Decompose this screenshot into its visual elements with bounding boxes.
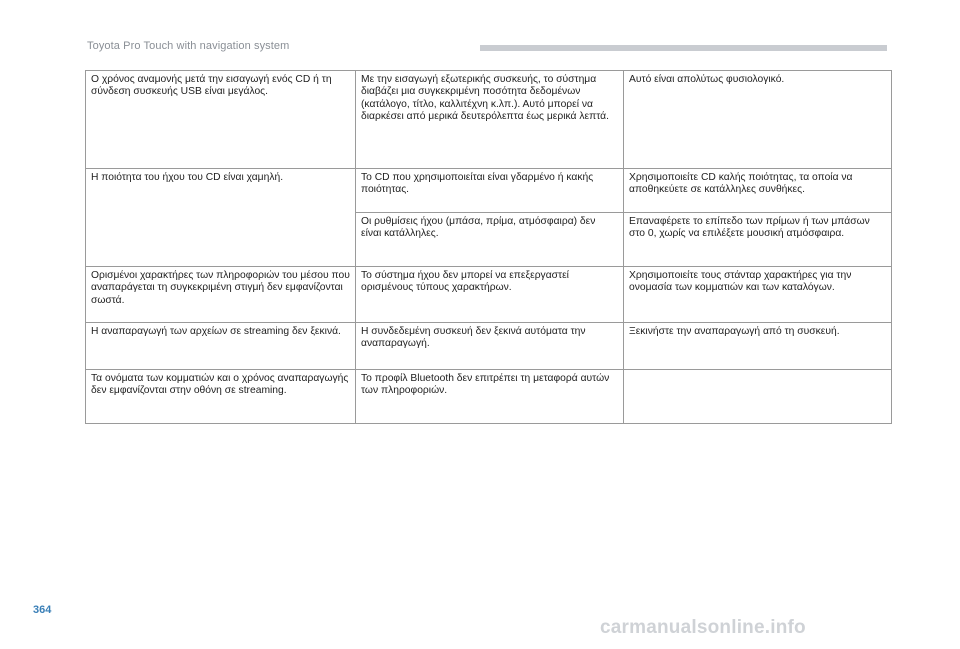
table-row [86, 370, 892, 424]
solution-cell: Χρησιμοποιείτε CD καλής ποιότητας, τα οποία να αποθηκεύετε σε κατάλληλες συνθήκες. [624, 169, 892, 213]
cause-cell: Οι ρυθμίσεις ήχου (μπάσα, πρίμα, ατμόσφαιρα) δεν είναι κατάλληλες. [356, 213, 624, 267]
cause-cell: Το προφίλ Bluetooth δεν επιτρέπει τη μεταφορά αυτών των πληροφοριών. [356, 370, 624, 424]
watermark: carmanualsonline.info [600, 617, 806, 638]
table-row [86, 169, 892, 213]
table-row [86, 323, 892, 370]
solution-cell: Αυτό είναι απολύτως φυσιολογικό. [624, 71, 892, 169]
table-row [86, 267, 892, 323]
table-row [86, 71, 892, 169]
cause-cell: Με την εισαγωγή εξωτερικής συσκευής, το σύστημα διαβάζει μια συγκεκριμένη ποσότητα δεδομένων (κατάλογο, τίτλο, καλλιτέχνη κ.λπ.). Αυτό μπορεί να διαρκέσει από μερικά δευτερόλεπτα έως μερικά λεπτά. [356, 71, 624, 169]
problem-cell: Ορισμένοι χαρακτήρες των πληροφοριών του μέσου που αναπαράγεται τη συγκεκριμένη στιγμή δεν εμφανίζονται σωστά. [86, 267, 356, 323]
problem-cell: Ο χρόνος αναμονής μετά την εισαγωγή ενός CD ή τη σύνδεση συσκευής USB είναι μεγάλος. [86, 71, 356, 169]
document-title: Toyota Pro Touch with navigation system [87, 40, 290, 52]
problem-cell: Η αναπαραγωγή των αρχείων σε streaming δεν ξεκινά. [86, 323, 356, 370]
troubleshooting-table [85, 70, 892, 424]
page-number: 364 [33, 604, 52, 616]
cause-cell: Το CD που χρησιμοποιείται είναι γδαρμένο ή κακής ποιότητας. [356, 169, 624, 213]
solution-cell: Ξεκινήστε την αναπαραγωγή από τη συσκευή. [624, 323, 892, 370]
cause-cell: Το σύστημα ήχου δεν μπορεί να επεξεργαστεί ορισμένους τύπους χαρακτήρων. [356, 267, 624, 323]
header-divider-bar [480, 45, 887, 51]
cause-cell: Η συνδεδεμένη συσκευή δεν ξεκινά αυτόματα την αναπαραγωγή. [356, 323, 624, 370]
solution-cell [624, 370, 892, 424]
problem-cell: Τα ονόματα των κομματιών και ο χρόνος αναπαραγωγής δεν εμφανίζονται στην οθόνη σε streaming. [86, 370, 356, 424]
problem-cell: Η ποιότητα του ήχου του CD είναι χαμηλή. [86, 169, 356, 267]
solution-cell: Επαναφέρετε το επίπεδο των πρίμων ή των μπάσων στο 0, χωρίς να επιλέξετε μουσική ατμόσφαιρα. [624, 213, 892, 267]
solution-cell: Χρησιμοποιείτε τους στάνταρ χαρακτήρες για την ονομασία των κομματιών και των καταλόγων. [624, 267, 892, 323]
